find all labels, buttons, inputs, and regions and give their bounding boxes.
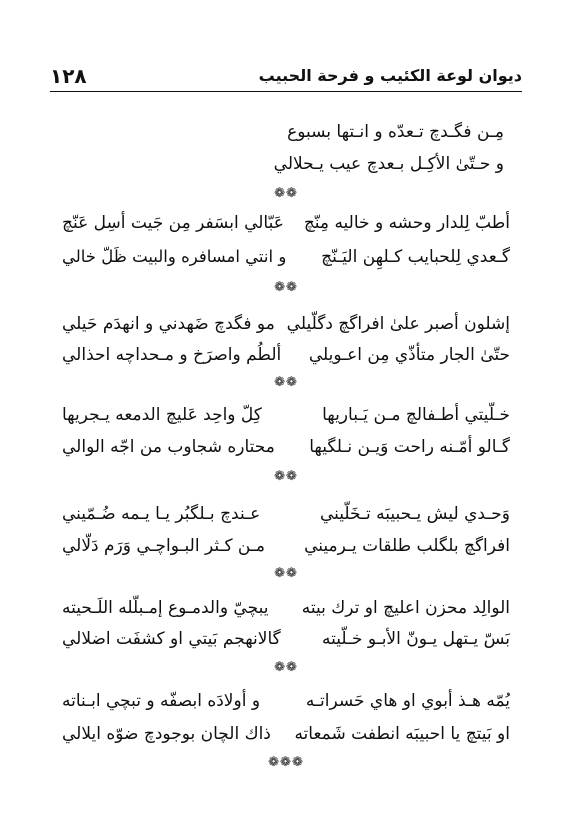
verse-left: و انتي امسافره والبيت ظَلّ خالي (62, 247, 287, 266)
verse-left: ذاك الچان بوجودچ ضوّه ايلالي (62, 724, 271, 744)
running-title: ديوان لوعة الكئيب و فرحة الحبيب (258, 66, 522, 85)
verse-right: بَسّ يـتهل يـونّ الأبـو خـلّيته (322, 629, 510, 649)
header-rule (50, 91, 522, 92)
verse-left: و أولادَه ابصفّه و تبچي ابـناته (62, 691, 261, 711)
verse-right: خـلّيتي أطـفالچ مـن يَـباريها (322, 405, 510, 425)
ornament-divider: ❁❁ (274, 186, 298, 201)
verse-left: گالانهجم بَيتي او كشفَت اضلالي (62, 629, 281, 649)
page-number: ١٢٨ (50, 64, 87, 88)
opening-line-1: مِـن فگـدچ تـعدّه و انـتها بسبوع (287, 122, 504, 142)
verse-right: حتّىٰ الجار متأذّي مِن اعـويلي (308, 345, 510, 365)
verse-right: گـعدي لِلحبايب كـلهِن اليَـنّچ (321, 247, 510, 267)
page-header (50, 64, 522, 88)
verse-right: افراگچ بلگلب طلقات يـرميني (304, 536, 510, 556)
ornament-divider: ❁❁ (274, 469, 298, 484)
verse-right: أطبّ لِلدار وحشه و خاليه مِنّچ (303, 213, 510, 233)
opening-line-2: و حـتّىٰ الأكِـل بـعدچ عيب يـحلالي (273, 154, 504, 174)
verse-right: إشلون أصبر علىٰ افراگچ دگلّيلي (286, 314, 510, 334)
verse-left: كِلّ واحِد عَليچ الدمعه يـجريها (62, 405, 262, 425)
verse-right: الوالِد محزن اعليچ او ترك بيته (301, 598, 510, 618)
verse-right: او بَيتچ يا احبيبَه انطفت شَمعاته (294, 724, 510, 744)
verse-left: مو فگدچ ضَهدني و انهدَم حَيلي (62, 314, 275, 334)
verse-left: ألطُم واصرَخ و مـحداچه احذالي (62, 345, 282, 365)
verse-left: محتاره شجاوب من اجّه الوالي (62, 437, 275, 457)
verse-right: گـالو أمّـنه راحت وَيـن نـلگيها (309, 437, 510, 457)
ornament-end: ❁❁❁ (268, 755, 304, 770)
verse-left: عـندچ بـلگبُر يـا يـمه ضُـمّيني (62, 504, 261, 524)
ornament-divider: ❁❁ (274, 660, 298, 675)
ornament-divider: ❁❁ (274, 280, 298, 295)
verse-left: مـن كـثر البـواچـي وَرَم دَلّالي (62, 536, 265, 556)
verse-left: يبچيّ والدمـوع إمـبلّله اللَـحيته (62, 598, 269, 618)
ornament-divider: ❁❁ (274, 375, 298, 390)
verse-left: عَبّالي ابسَفر مِن جَيت أسِل عَنّچ (62, 213, 284, 233)
verse-right: يُمّه هـذ أبوي او هاي حَسراتـه (305, 691, 510, 711)
ornament-divider: ❁❁ (274, 566, 298, 581)
verse-right: وَحـدي ليش يـحبيبَه تـخَلّيني (319, 504, 510, 524)
